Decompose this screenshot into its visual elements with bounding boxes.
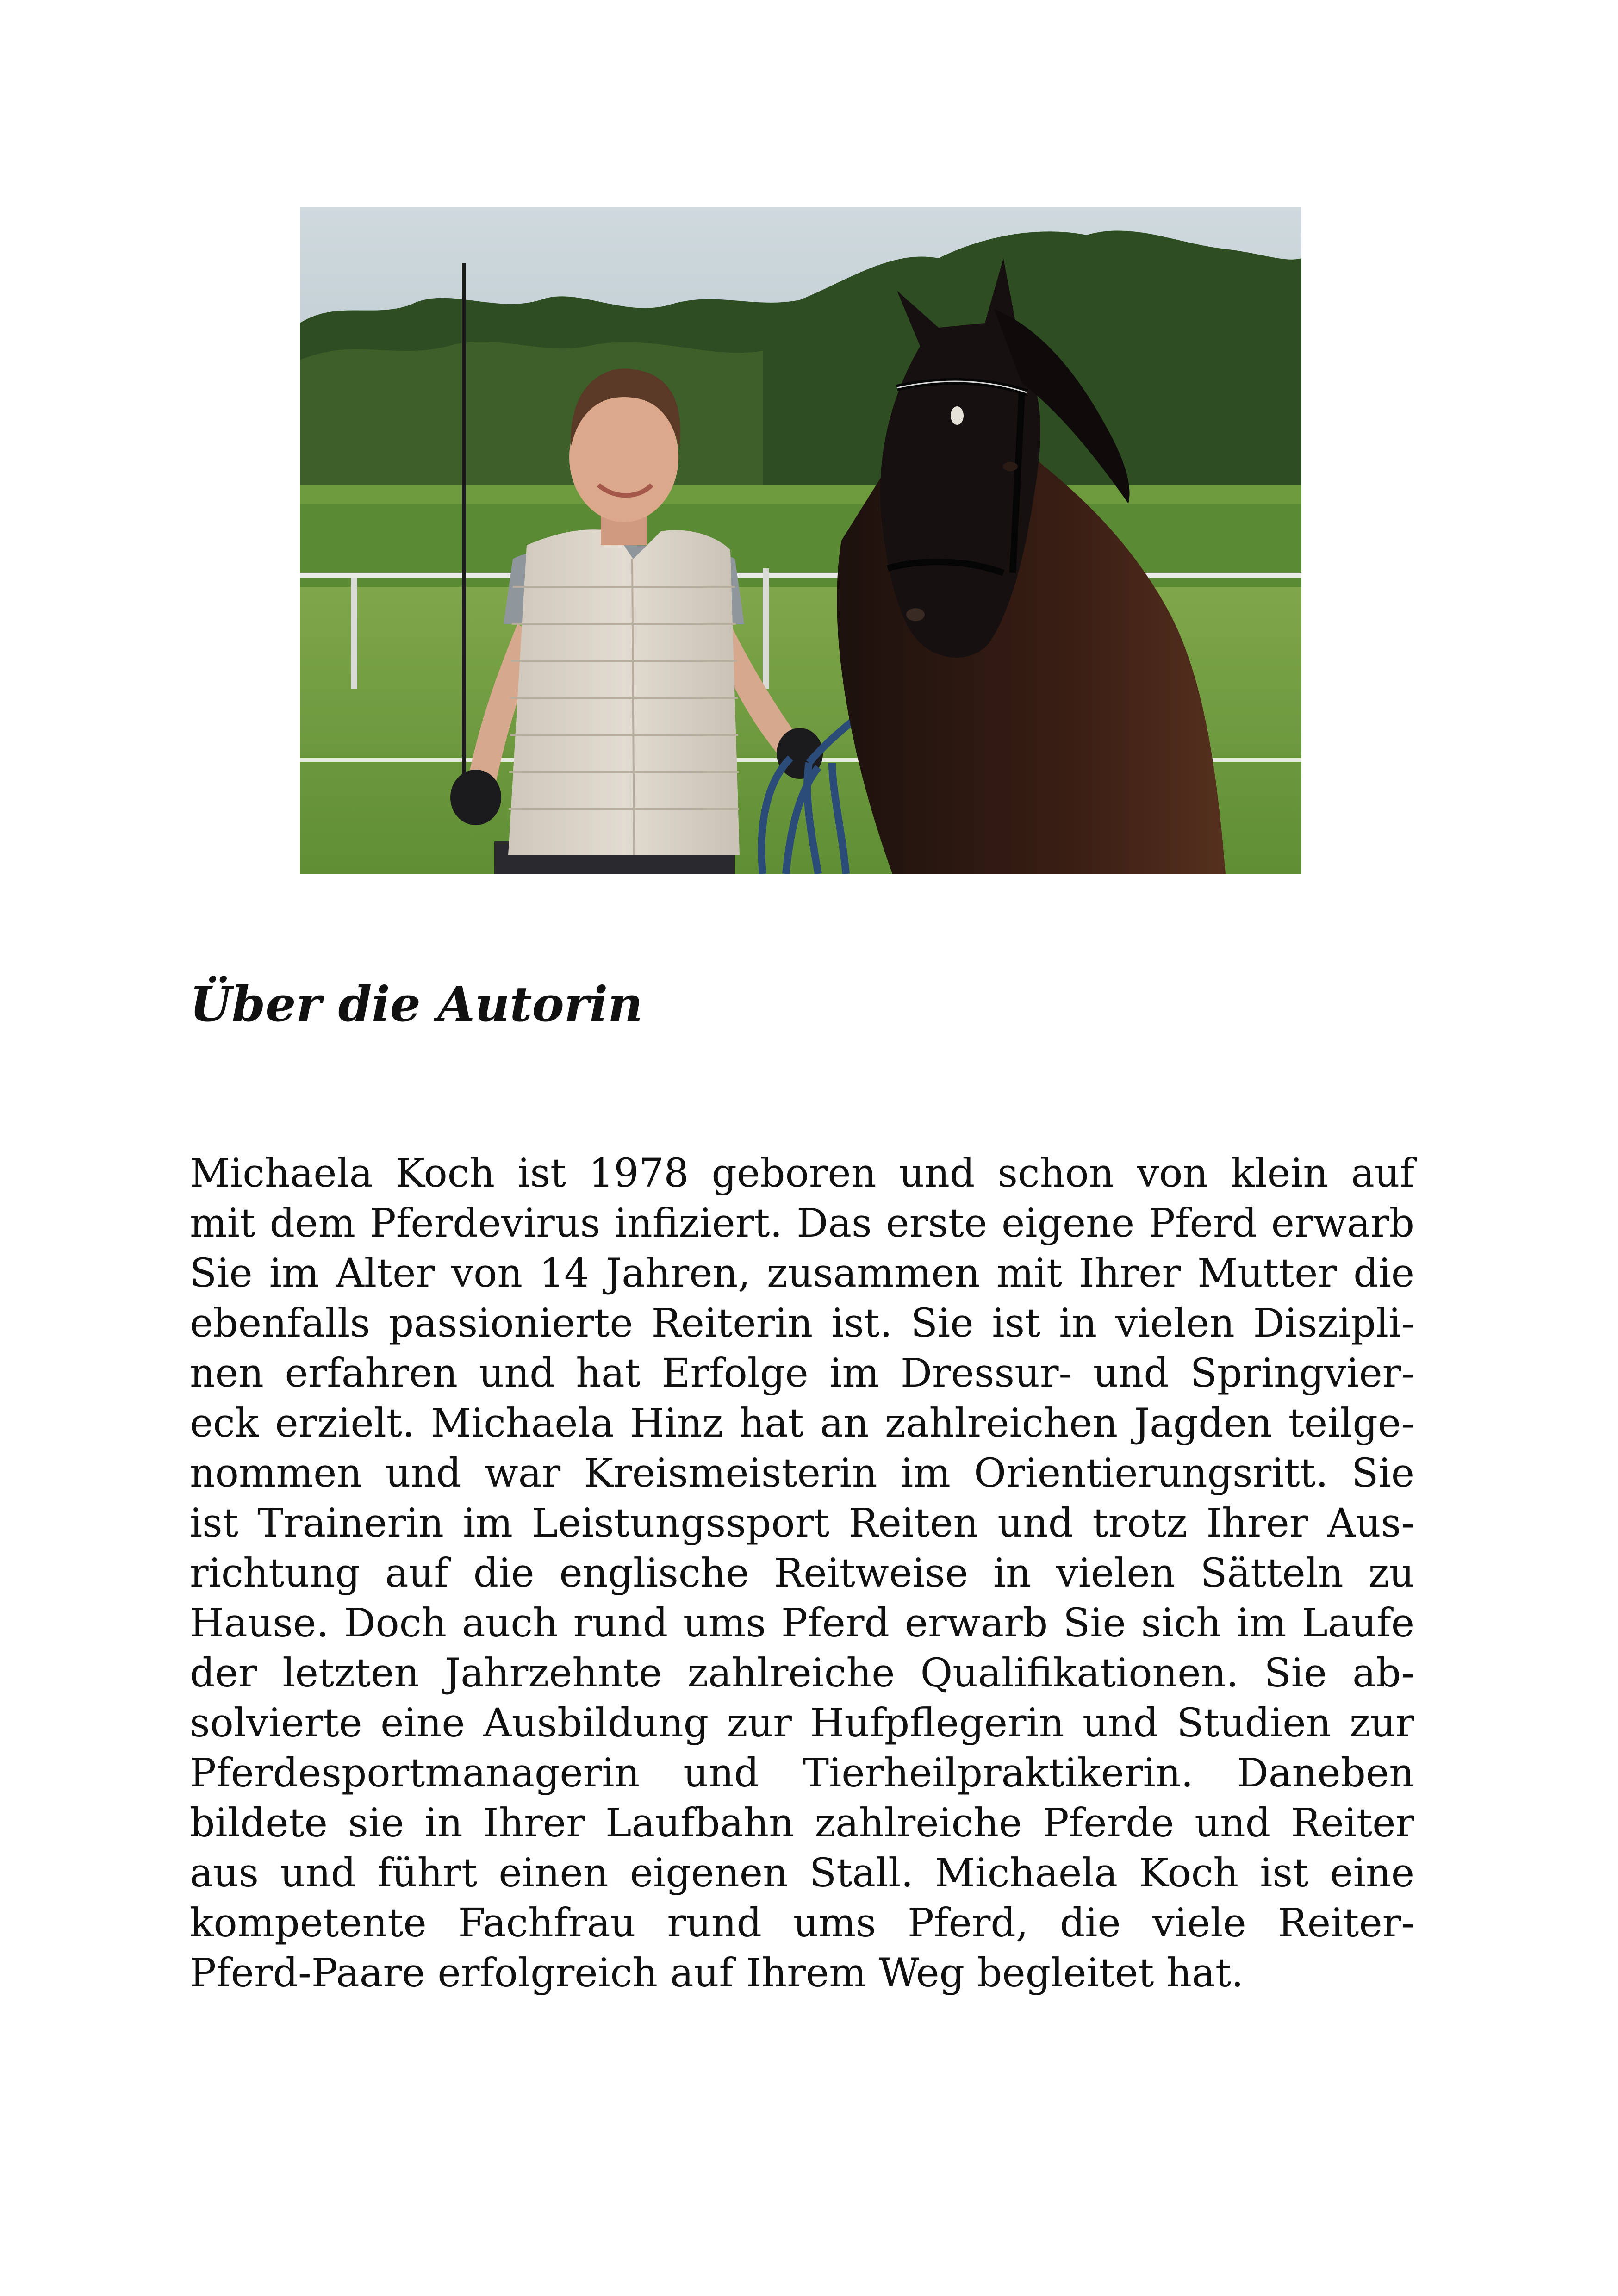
bio-line: richtung auf die englische Reitweise in vielen Sätteln zu	[190, 1550, 1414, 1596]
section-heading: Über die Autorin	[190, 976, 643, 1033]
bio-line: bildete sie in Ihrer Laufbahn zahlreiche Pferde und Reiter	[190, 1800, 1414, 1846]
bio-line: Pferd-Paare erfolgreich auf Ihrem Weg begleitet hat.	[190, 1950, 1244, 1996]
bio-line: aus und führt einen eigenen Stall. Michaela Koch ist eine	[190, 1850, 1414, 1896]
bio-line: nen erfahren und hat Erfolge im Dressur- und Springvier-	[190, 1350, 1414, 1396]
author-bio	[190, 1149, 1414, 1998]
author-photo-image	[300, 207, 1301, 874]
bio-line: Michaela Koch ist 1978 geboren und schon von klein auf	[190, 1151, 1414, 1196]
bio-line: ist Trainerin im Leistungssport Reiten und trotz Ihrer Aus-	[190, 1500, 1414, 1546]
bio-line: Hause. Doch auch rund ums Pferd erwarb Sie sich im Laufe	[190, 1600, 1414, 1646]
bio-line: der letzten Jahrzehnte zahlreiche Qualifikationen. Sie ab-	[190, 1650, 1414, 1696]
bio-line: Sie im Alter von 14 Jahren, zusammen mit Ihrer Mutter die	[190, 1251, 1414, 1296]
bio-line: eck erzielt. Michaela Hinz hat an zahlreichen Jagden teilge-	[190, 1400, 1414, 1446]
bio-line: solvierte eine Ausbildung zur Hufpflegerin und Studien zur	[190, 1700, 1414, 1746]
bio-line: Pferdesportmanagerin und Tierheilpraktikerin. Daneben	[190, 1750, 1414, 1796]
author-photo	[300, 207, 1301, 874]
bio-line: nommen und war Kreismeisterin im Orientierungsritt. Sie	[190, 1450, 1414, 1496]
bio-line: mit dem Pferdevirus infiziert. Das erste eigene Pferd erwarb	[190, 1201, 1414, 1246]
bio-line: ebenfalls passionierte Reiterin ist. Sie ist in vielen Diszipli-	[190, 1300, 1414, 1346]
bio-line: kompetente Fachfrau rund ums Pferd, die viele Reiter-	[190, 1900, 1414, 1946]
